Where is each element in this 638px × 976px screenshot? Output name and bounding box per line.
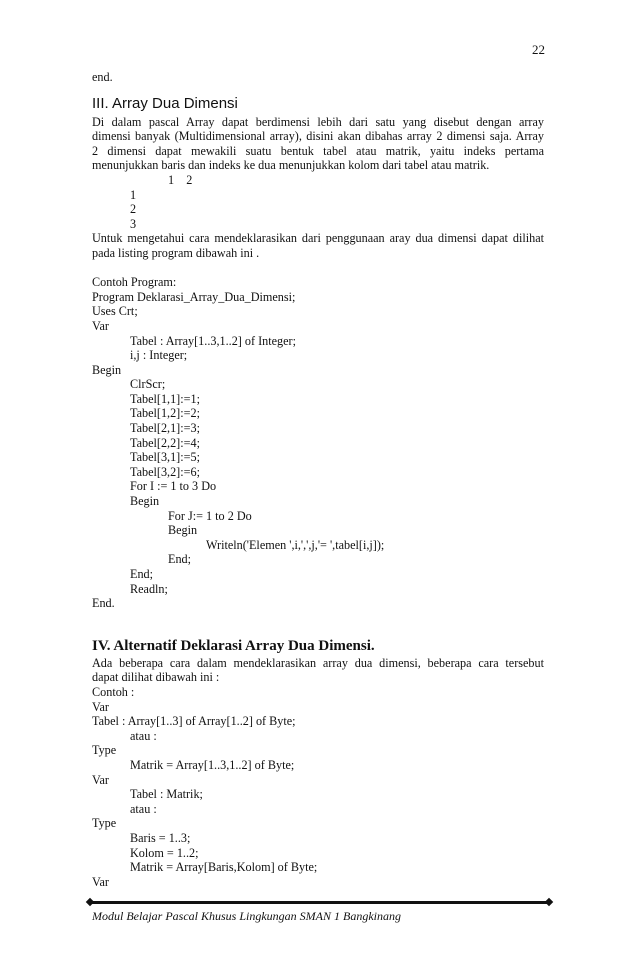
para2-line: pada listing program dibawah ini .	[92, 245, 260, 260]
code-line: Program Deklarasi_Array_Dua_Dimensi;	[92, 289, 296, 304]
spacer	[92, 261, 544, 276]
code-line: Begin	[168, 523, 198, 538]
code-line: Kolom = 1..2;	[130, 845, 199, 860]
code-line: Writeln('Elemen ',i,',',j,'= ',tabel[i,j]);	[206, 537, 385, 552]
code-line: Type	[92, 743, 117, 758]
page-number: 22	[532, 42, 545, 57]
code-line: End;	[168, 552, 192, 567]
para1-line: dimensi banyak (Multidimensional array), disini akan dibahas array 2 dimensi saja. Array	[92, 129, 544, 144]
footer-text: Modul Belajar Pascal Khusus Lingkungan SMAN 1 Bangkinang	[92, 909, 401, 923]
para1-line: 2 dimensi dapat mewakili suatu bentuk tabel atau matrik, yaitu indeks pertama	[92, 143, 544, 158]
code-line: For J:= 1 to 2 Do	[168, 508, 252, 523]
code-line: Matrik = Array[Baris,Kolom] of Byte;	[130, 860, 318, 875]
code-line: Var	[92, 874, 109, 889]
para1-last-line: menunjukkan baris dan indeks ke dua menunjukkan kolom dari tabel atau matrik.	[92, 158, 490, 173]
table-row-index: 1	[130, 187, 137, 202]
page-body	[92, 70, 544, 889]
top-line: end.	[92, 70, 113, 84]
table-row-index: 3	[130, 216, 137, 231]
code-line: atau :	[130, 728, 157, 743]
code-listing	[92, 290, 544, 611]
code-line: For I := 1 to 3 Do	[130, 479, 217, 494]
code-line: Contoh :	[92, 684, 135, 699]
code-line: Var	[92, 772, 109, 787]
code-line: Tabel[1,2]:=2;	[130, 406, 200, 421]
section-4-heading: IV. Alternatif Deklarasi Array Dua Dimensi.	[92, 637, 375, 654]
code-line: Readln;	[130, 581, 168, 596]
code-line: Type	[92, 816, 117, 831]
table-row-index: 2	[130, 202, 137, 217]
code-line: ClrScr;	[130, 377, 166, 392]
code-line: Tabel : Array[1..3] of Array[1..2] of Byte;	[92, 714, 296, 729]
code-line: Var	[92, 699, 109, 714]
code-line: Tabel[1,1]:=1;	[130, 391, 200, 406]
code-line: Begin	[92, 362, 122, 377]
code-line: Baris = 1..3;	[130, 830, 191, 845]
code-line: Begin	[130, 494, 160, 509]
para2-line: Untuk mengetahui cara mendeklarasikan dari penggunaan aray dua dimensi dapat dilihat	[92, 231, 544, 246]
example-label: Contoh Program:	[92, 275, 177, 290]
code-line: Tabel : Array[1..3,1..2] of Integer;	[130, 333, 296, 348]
footer-divider	[90, 901, 549, 904]
table-column-header: 1 2	[168, 172, 193, 187]
code-line: Tabel[2,1]:=3;	[130, 421, 200, 436]
code-line: atau :	[130, 801, 157, 816]
code-line: Matrik = Array[1..3,1..2] of Byte;	[130, 757, 295, 772]
code-line: Tabel[2,2]:=4;	[130, 435, 200, 450]
code-line: Tabel : Matrik;	[130, 787, 203, 802]
code-line: End.	[92, 596, 115, 611]
code-line: Tabel[3,2]:=6;	[130, 464, 200, 479]
code-line: Tabel[3,1]:=5;	[130, 450, 200, 465]
code-line: End;	[130, 567, 154, 581]
code-line: i,j : Integer;	[130, 348, 188, 363]
intro-line: dapat dilihat dibawah ini :	[92, 670, 220, 685]
para1-line: Di dalam pascal Array dapat berdimensi lebih dari satu yang disebut dengan array	[92, 114, 544, 129]
alt-declaration-listing	[92, 685, 544, 889]
code-line: Uses Crt;	[92, 304, 138, 319]
intro-line: Ada beberapa cara dalam mendeklarasikan array dua dimensi, beberapa cara tersebut	[92, 655, 544, 670]
code-line: Var	[92, 318, 109, 333]
section-3-heading: III. Array Dua Dimensi	[92, 94, 238, 112]
